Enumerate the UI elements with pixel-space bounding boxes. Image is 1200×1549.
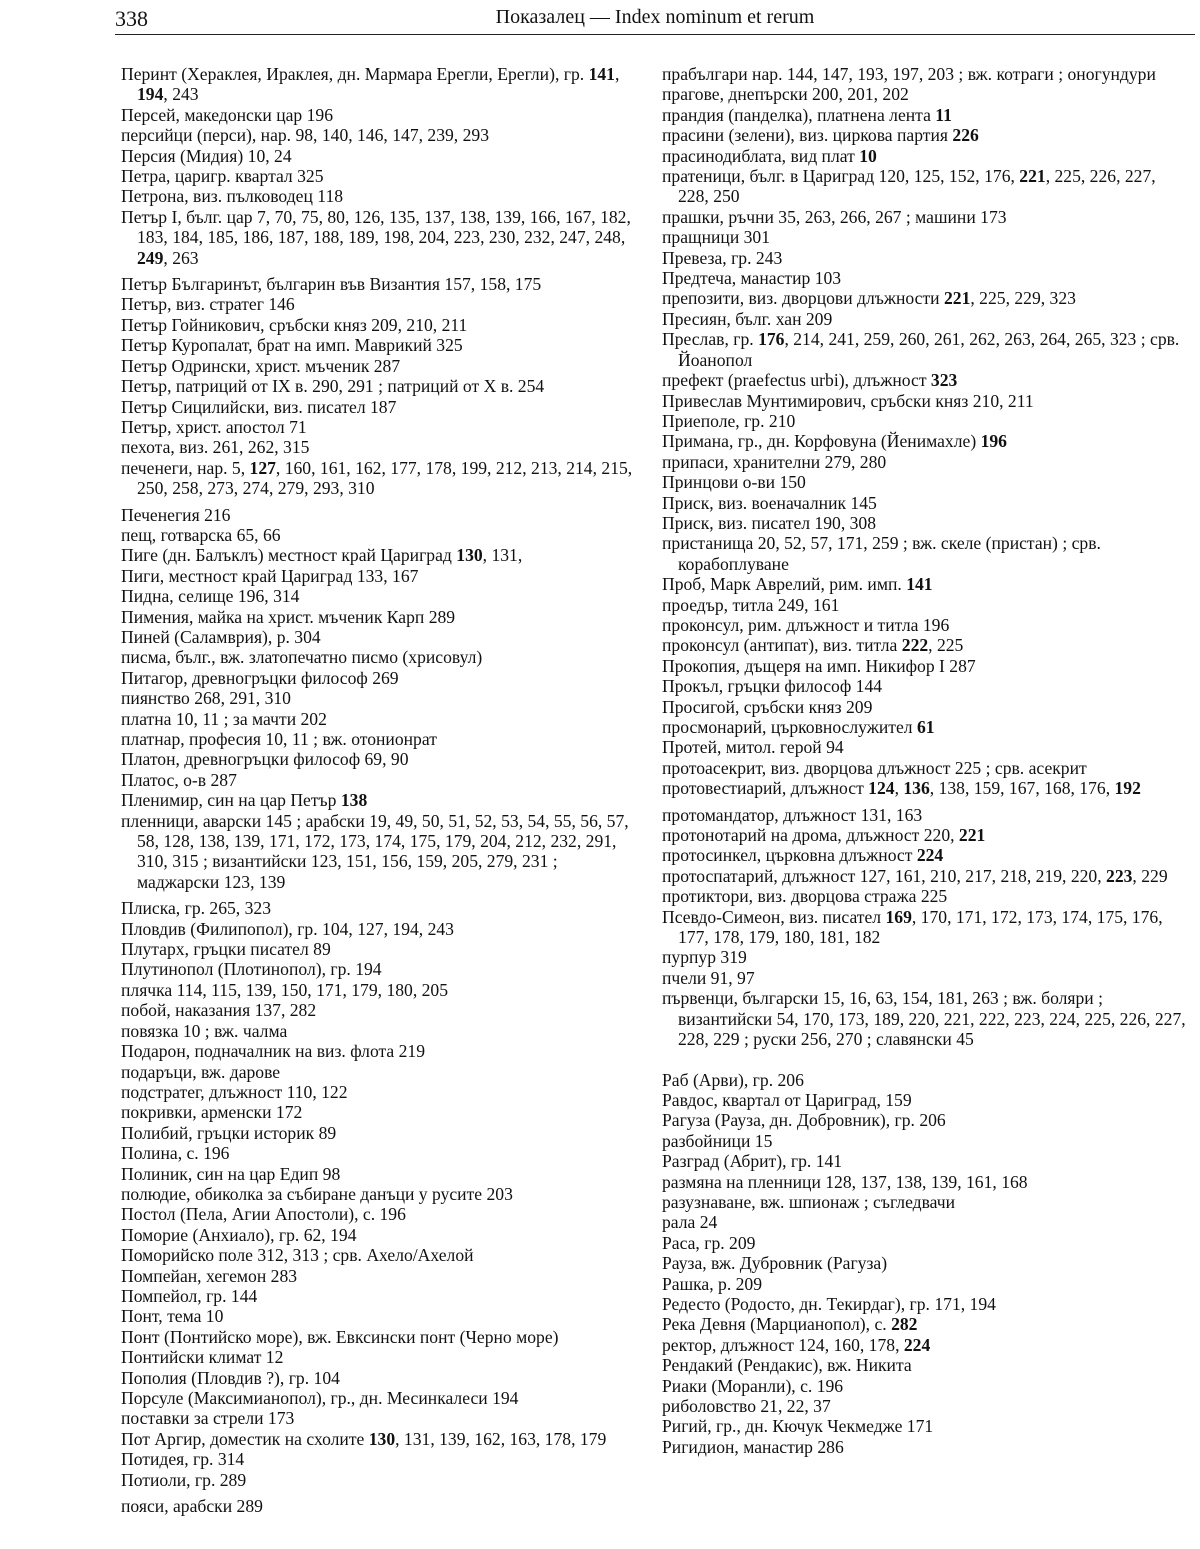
index-entry: плячка 114, 115, 139, 150, 171, 179, 180, 205	[121, 979, 449, 1000]
index-entry: проедър, титла 249, 161	[662, 594, 840, 615]
index-entry: печенеги, нар. 5, 127, 160, 161, 162, 177, 178, 199, 212, 213, 214, 215, 250, 258, 273, 274, 279, 293, 310	[121, 457, 633, 499]
index-entry: прасини (зелени), виз. циркова партия 226	[662, 125, 979, 146]
index-entry: проконсул (антипат), виз. титла 222, 225	[662, 635, 964, 656]
index-entry: Помпейан, хегемон 283	[121, 1265, 298, 1286]
index-entry: персийци (перси), нар. 98, 140, 146, 147, 239, 293	[121, 125, 489, 146]
index-entry: Плутарх, гръцки писател 89	[121, 939, 331, 960]
index-entry: протоспатарий, длъжност 127, 161, 210, 217, 218, 219, 220, 223, 229	[662, 865, 1168, 886]
index-entry: Ригидион, манастир 286	[662, 1436, 844, 1457]
index-entry: Платос, о-в 287	[121, 769, 237, 790]
index-entry: поставки за стрели 173	[121, 1408, 295, 1429]
index-entry: протиктори, виз. дворцова стража 225	[662, 886, 948, 907]
index-entry: Петър Одрински, христ. мъченик 287	[121, 355, 401, 376]
index-entry: Раса, гр. 209	[662, 1232, 756, 1253]
index-entry: Редесто (Родосто, дн. Текирдаг), гр. 171, 194	[662, 1293, 996, 1314]
index-entry: пиянство 268, 291, 310	[121, 688, 291, 709]
index-entry: Петър Българинът, българин във Византия 157, 158, 175	[121, 274, 542, 295]
index-entry: Просигой, сръбски княз 209	[662, 696, 873, 717]
index-entry: пращници 301	[662, 227, 771, 248]
index-entry: писма, бълг., вж. златопечатно писмо (хрисовул)	[121, 647, 483, 668]
index-entry: Персия (Мидия) 10, 24	[121, 145, 292, 166]
index-entry: припаси, хранителни 279, 280	[662, 451, 887, 472]
index-entry: Петрона, виз. пълководец 118	[121, 186, 344, 207]
index-entry: Петър, христ. апостол 71	[121, 416, 307, 437]
index-entry: протосинкел, църковна длъжност 224	[662, 845, 944, 866]
index-entry: Раб (Арви), гр. 206	[662, 1069, 804, 1090]
index-entry: Поморие (Анхиало), гр. 62, 194	[121, 1224, 357, 1245]
index-entry: Протей, митол. герой 94	[662, 737, 844, 758]
index-entry: Рендакий (Рендакис), вж. Никита	[662, 1355, 912, 1376]
index-entry: Порсуле (Максимианопол), гр., дн. Месинкалеси 194	[121, 1388, 519, 1408]
index-entry: Пловдив (Филипопол), гр. 104, 127, 194, 243	[121, 918, 454, 939]
index-entry: пленници, аварски 145 ; арабски 19, 49, 50, 51, 52, 53, 54, 55, 56, 57, 58, 128, 138, 139, 171, 172, 173, 174, 175, 179, 204, 212, 232, 291, 310, 315 ; византийски 123, 151, 156, 159, 205, 279, 231 ; маджарски 123, 139	[121, 810, 629, 892]
index-entry: Полина, с. 196	[121, 1143, 230, 1164]
index-entry: Принцови о-ви 150	[662, 472, 806, 493]
index-entry: Потиоли, гр. 289	[121, 1469, 247, 1490]
index-entry: Поморийско поле 312, 313 ; срв. Ахело/Ахелой	[121, 1245, 474, 1266]
index-entry: протовестиарий, длъжност 124, 136, 138, 159, 167, 168, 176, 192	[662, 778, 1141, 799]
index-entry: ректор, длъжност 124, 160, 178, 224	[662, 1334, 931, 1355]
index-entry: пурпур 319	[662, 947, 747, 968]
index-entry: Приск, виз. писател 190, 308	[662, 512, 877, 533]
index-entry: Петър I, бълг. цар 7, 70, 75, 80, 126, 135, 137, 138, 139, 166, 167, 182, 183, 184, 185, 186, 187, 188, 189, 198, 204, 223, 230, 232, 247, 248, 249, 263	[121, 206, 631, 268]
index-entry: Персей, македонски цар 196	[121, 104, 334, 125]
index-entry: Пиней (Саламврия), р. 304	[121, 626, 321, 647]
index-entry: Понт, тема 10	[121, 1306, 224, 1327]
index-entry: Понтийски климат 12	[121, 1347, 284, 1368]
index-entry: Питагор, древногръцки философ 269	[121, 667, 399, 688]
index-entry: риболовство 21, 22, 37	[662, 1396, 831, 1416]
index-entry: Петра, царигр. квартал 325	[121, 166, 324, 187]
index-entry: Потидея, гр. 314	[121, 1449, 245, 1470]
index-entry: Привеслав Мунтимирович, сръбски княз 210, 211	[662, 390, 1034, 411]
index-entry: размяна на пленници 128, 137, 138, 139, 161, 168	[662, 1171, 1028, 1192]
index-entry: пещ, готварска 65, 66	[121, 524, 281, 545]
index-entry: полюдие, обиколка за събиране данъци у русите 203	[121, 1183, 513, 1204]
index-entry: прагове, днепърски 200, 201, 202	[662, 84, 909, 105]
index-entry: протомандатор, длъжност 131, 163	[662, 804, 923, 825]
index-entry: префект (praefectus urbi), длъжност 323	[662, 370, 958, 391]
index-entry: Петър Куропалат, брат на имп. Маврикий 325	[121, 335, 463, 356]
index-column-left	[121, 64, 640, 1516]
index-entry: Преслав, гр. 176, 214, 241, 259, 260, 261, 262, 263, 264, 265, 323 ; срв. Йоанопол	[662, 329, 1180, 370]
index-entry: Рагуза (Рауза, дн. Добровник), гр. 206	[662, 1110, 946, 1131]
index-entry: препозити, виз. дворцови длъжности 221, 225, 229, 323	[662, 288, 1076, 309]
index-entry: Пот Аргир, доместик на схолите 130, 131, 139, 162, 163, 178, 179	[121, 1428, 607, 1449]
index-entry: протонотарий на дрома, длъжност 220, 221	[662, 825, 986, 846]
index-entry: рала 24	[662, 1212, 718, 1233]
index-entry: Платон, древногръцки философ 69, 90	[121, 749, 409, 770]
page-number: 338	[115, 6, 148, 31]
index-entry: проконсул, рим. длъжност и титла 196	[662, 614, 950, 635]
index-entry: Ригий, гр., дн. Кючук Чекмедже 171	[662, 1416, 934, 1437]
index-entry: Полиник, син на цар Едип 98	[121, 1163, 341, 1184]
index-entry: пояси, арабски 289	[121, 1496, 263, 1517]
index-entry: Петър Гойникович, сръбски княз 209, 210, 211	[121, 314, 468, 335]
index-entry: Приск, виз. военачалник 145	[662, 492, 877, 513]
index-entry: Превеза, гр. 243	[662, 247, 783, 268]
index-entry: Равдос, квартал от Цариград, 159	[662, 1089, 912, 1110]
index-entry: Постол (Пела, Агии Апостоли), с. 196	[121, 1204, 406, 1225]
index-entry: Пленимир, син на цар Петър 138	[121, 790, 368, 811]
index-entry: Подарон, подначалник на виз. флота 219	[121, 1041, 426, 1062]
index-entry: Пополия (Пловдив ?), гр. 104	[121, 1367, 340, 1388]
index-entry: пристанища 20, 52, 57, 171, 259 ; вж. скеле (пристан) ; срв. корабоплуване	[662, 533, 1101, 574]
index-entry: пчели 91, 97	[662, 967, 755, 988]
index-entry: Прокъл, гръцки философ 144	[662, 676, 883, 697]
index-entry: платнар, професия 10, 11 ; вж. отонионрат	[121, 729, 437, 749]
index-entry: Печенегия 216	[121, 504, 231, 525]
index-column-right	[662, 64, 1187, 1457]
page-header	[115, 4, 1195, 32]
index-entry: подстратег, длъжност 110, 122	[121, 1081, 348, 1102]
page-title: Показалец — Index nominum et rerum	[495, 6, 815, 28]
index-entry: разбойници 15	[662, 1130, 773, 1151]
index-entry: прашки, ръчни 35, 263, 266, 267 ; машини 173	[662, 206, 1007, 227]
index-entry: Пресиян, бълг. хан 209	[662, 308, 833, 329]
index-entry: Приеполе, гр. 210	[662, 410, 796, 431]
index-entry: пехота, виз. 261, 262, 315	[121, 437, 310, 458]
index-entry: Риаки (Моранли), с. 196	[662, 1375, 844, 1396]
index-entry: Пимения, майка на христ. мъченик Карп 289	[121, 606, 456, 627]
index-entry: разузнаване, вж. шпионаж ; съгледвачи	[662, 1191, 956, 1212]
index-entry: Петър Сицилийски, виз. писател 187	[121, 396, 397, 417]
header-rule	[115, 34, 1195, 35]
index-entry: Пидна, селище 196, 314	[121, 586, 300, 607]
index-entry: Пиги, местност край Цариград 133, 167	[121, 565, 419, 586]
index-entry: Рауза, вж. Дубровник (Рагуза)	[662, 1253, 888, 1274]
index-entry: протоасекрит, виз. дворцова длъжност 225 ; срв. асекрит	[662, 757, 1087, 778]
index-entry: Плутинопол (Плотинопол), гр. 194	[121, 959, 382, 980]
index-entry: Пиге (дн. Балъклъ) местност край Цариград 130, 131,	[121, 545, 523, 566]
index-entry: Река Девня (Марцианопол), с. 282	[662, 1314, 918, 1335]
index-entry: Проб, Марк Аврелий, рим. имп. 141	[662, 574, 933, 595]
index-entry: Полибий, гръцки историк 89	[121, 1122, 337, 1143]
index-entry: Разград (Абрит), гр. 141	[662, 1151, 843, 1172]
index-entry: Псевдо-Симеон, виз. писател 169, 170, 171, 172, 173, 174, 175, 176, 177, 178, 179, 180, 181, 182	[662, 906, 1163, 948]
index-entry: Предтеча, манастир 103	[662, 268, 842, 289]
index-entry: прасинодиблата, вид плат 10	[662, 145, 877, 166]
index-entry: прандия (панделка), платнена лента 11	[662, 104, 952, 125]
index-entry: пратеници, бълг. в Цариград 120, 125, 152, 176, 221, 225, 226, 227, 228, 250	[662, 166, 1156, 207]
index-entry: първенци, български 15, 16, 63, 154, 181, 263 ; вж. боляри ; византийски 54, 170, 173, 189, 220, 221, 222, 223, 224, 225, 226, 227, 228, 229 ; руски 256, 270 ; славянски 45	[662, 988, 1186, 1050]
index-entry: Рашка, р. 209	[662, 1273, 763, 1294]
index-entry: Примана, гр., дн. Корфовуна (Йенимахле) 196	[662, 431, 1007, 452]
index-entry: побой, наказания 137, 282	[121, 1000, 317, 1021]
index-entry: Перинт (Хераклея, Ираклея, дн. Мармара Ерегли, Ерегли), гр. 141, 194, 243	[121, 64, 620, 105]
index-entry: Плиска, гр. 265, 323	[121, 898, 271, 919]
index-entry: просмонарий, църковнослужител 61	[662, 717, 935, 737]
index-entry: платна 10, 11 ; за мачти 202	[121, 708, 327, 729]
index-entry: Прокопия, дъщеря на имп. Никифор I 287	[662, 655, 976, 676]
index-entry: Помпейол, гр. 144	[121, 1285, 258, 1306]
index-entry: Понт (Понтийско море), вж. Евксински понт (Черно море)	[121, 1326, 559, 1347]
index-entry: Петър, виз. стратег 146	[121, 294, 295, 315]
index-entry: повязка 10 ; вж. чалма	[121, 1020, 288, 1041]
index-entry: покривки, арменски 172	[121, 1102, 303, 1123]
index-entry: прабългари нар. 144, 147, 193, 197, 203 ; вж. котраги ; оногундури	[662, 64, 1156, 84]
index-entry: подаръци, вж. дарове	[121, 1061, 281, 1082]
index-entry: Петър, патриций от IX в. 290, 291 ; патриций от X в. 254	[121, 376, 545, 397]
